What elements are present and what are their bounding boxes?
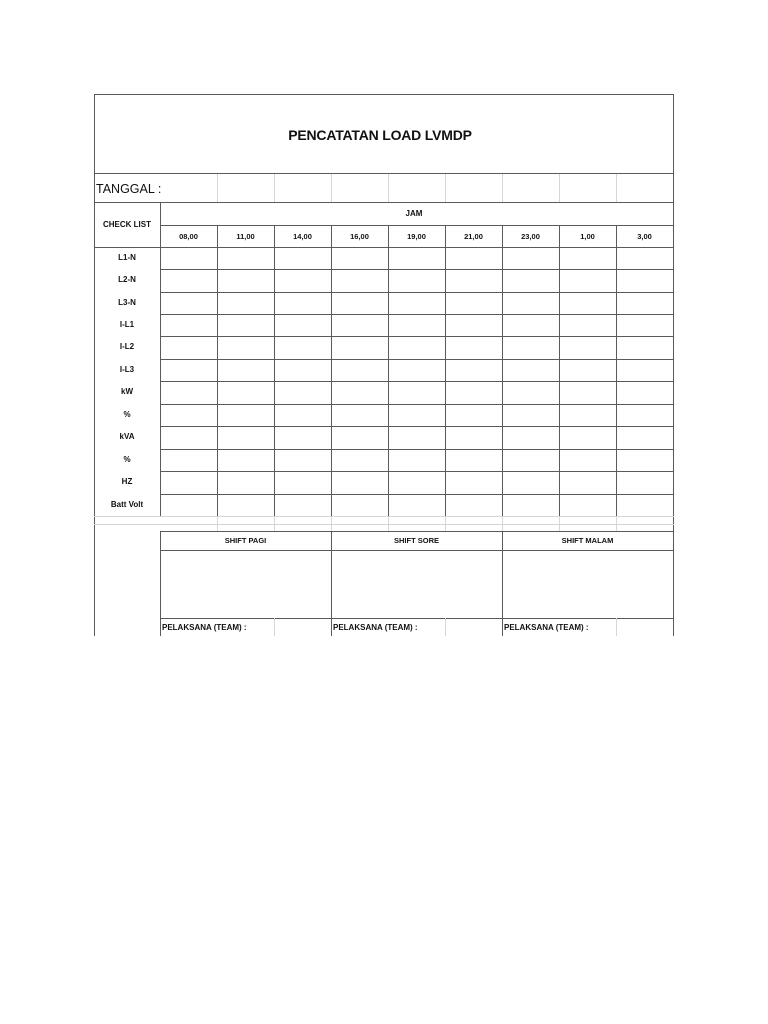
time-label: 1,00 xyxy=(580,232,595,241)
checklist-row-label: L2-N xyxy=(118,275,136,284)
time-label: 11,00 xyxy=(236,232,255,241)
checklist-row-label: kVA xyxy=(119,432,135,441)
time-label: 08,00 xyxy=(179,232,198,241)
time-label: 21,00 xyxy=(464,232,483,241)
time-column-divider xyxy=(331,225,332,516)
data-row-border xyxy=(160,314,674,315)
checklist-row-label: I-L2 xyxy=(119,342,135,351)
date-cell-divider xyxy=(388,174,389,202)
checklist-row-label: % xyxy=(123,410,131,419)
checklist-row-label: Batt Volt xyxy=(110,500,144,509)
time-column-divider xyxy=(445,225,446,516)
shift-top-border xyxy=(160,531,674,532)
frame-top-border xyxy=(94,94,674,95)
shift-label: SHIFT SORE xyxy=(393,536,440,545)
data-row-border xyxy=(160,269,674,270)
data-row-border xyxy=(160,426,674,427)
spacer-cell-divider xyxy=(388,516,389,531)
spacer-cell-divider xyxy=(274,516,275,531)
spacer-cell-divider xyxy=(331,516,332,531)
data-row-border xyxy=(160,471,674,472)
date-cell-divider xyxy=(559,174,560,202)
date-cell-divider xyxy=(274,174,275,202)
shift-label: SHIFT PAGI xyxy=(224,536,267,545)
signature-label: PELAKSANA (TEAM) : xyxy=(333,623,418,632)
checklist-row-label: kW xyxy=(121,387,133,396)
time-header: JAM xyxy=(405,209,423,218)
checklist-row-label: L3-N xyxy=(118,298,136,307)
signature-label: PELAKSANA (TEAM) : xyxy=(504,623,589,632)
title-row-border xyxy=(94,173,674,174)
signature-cell-divider xyxy=(616,618,617,636)
data-row-border xyxy=(160,381,674,382)
checklist-row-label: HZ xyxy=(121,477,133,486)
data-row-border xyxy=(160,359,674,360)
data-row-border xyxy=(160,292,674,293)
signature-cell-divider xyxy=(274,618,275,636)
form-title: PENCATATAN LOAD LVMDP xyxy=(288,127,472,143)
time-label: 14,00 xyxy=(293,232,312,241)
data-row-border xyxy=(160,449,674,450)
data-row-border xyxy=(160,336,674,337)
time-column-divider xyxy=(274,225,275,516)
time-column-divider xyxy=(217,225,218,516)
date-cell-divider xyxy=(502,174,503,202)
time-label: 19,00 xyxy=(407,232,426,241)
time-header-border xyxy=(160,225,674,226)
shift-column-divider xyxy=(502,531,503,636)
data-row-border xyxy=(160,494,674,495)
spacer-row-border xyxy=(94,524,674,525)
header-row-border xyxy=(94,247,674,248)
checklist-row-label: I-L3 xyxy=(119,365,135,374)
shift-label: SHIFT MALAM xyxy=(561,536,614,545)
checklist-row-label: % xyxy=(123,455,131,464)
grid-bottom-border xyxy=(94,516,674,517)
signature-cell-divider xyxy=(445,618,446,636)
spacer-cell-divider xyxy=(502,516,503,531)
shift-signature-border xyxy=(160,618,674,619)
frame-left-border xyxy=(94,94,95,636)
date-cell-divider xyxy=(217,174,218,202)
time-label: 16,00 xyxy=(350,232,369,241)
spacer-cell-divider xyxy=(217,516,218,531)
date-row-border xyxy=(94,202,674,203)
shift-column-divider xyxy=(673,531,674,636)
time-label: 3,00 xyxy=(637,232,652,241)
shift-header-border xyxy=(160,550,674,551)
checklist-row-label: I-L1 xyxy=(119,320,135,329)
time-label: 23,00 xyxy=(521,232,540,241)
shift-column-divider xyxy=(331,531,332,636)
time-column-divider xyxy=(559,225,560,516)
time-column-divider xyxy=(388,225,389,516)
shift-column-divider xyxy=(160,531,161,636)
time-column-divider xyxy=(502,225,503,516)
date-cell-divider xyxy=(445,174,446,202)
checklist-row-label: L1-N xyxy=(118,253,136,262)
date-cell-divider xyxy=(616,174,617,202)
date-cell-divider xyxy=(331,174,332,202)
data-row-border xyxy=(160,404,674,405)
date-label: TANGGAL : xyxy=(96,182,162,196)
spacer-cell-divider xyxy=(616,516,617,531)
load-record-form xyxy=(94,94,674,636)
signature-label: PELAKSANA (TEAM) : xyxy=(162,623,247,632)
checklist-header: CHECK LIST xyxy=(103,220,151,229)
time-column-divider xyxy=(616,225,617,516)
spacer-cell-divider xyxy=(559,516,560,531)
spacer-cell-divider xyxy=(445,516,446,531)
